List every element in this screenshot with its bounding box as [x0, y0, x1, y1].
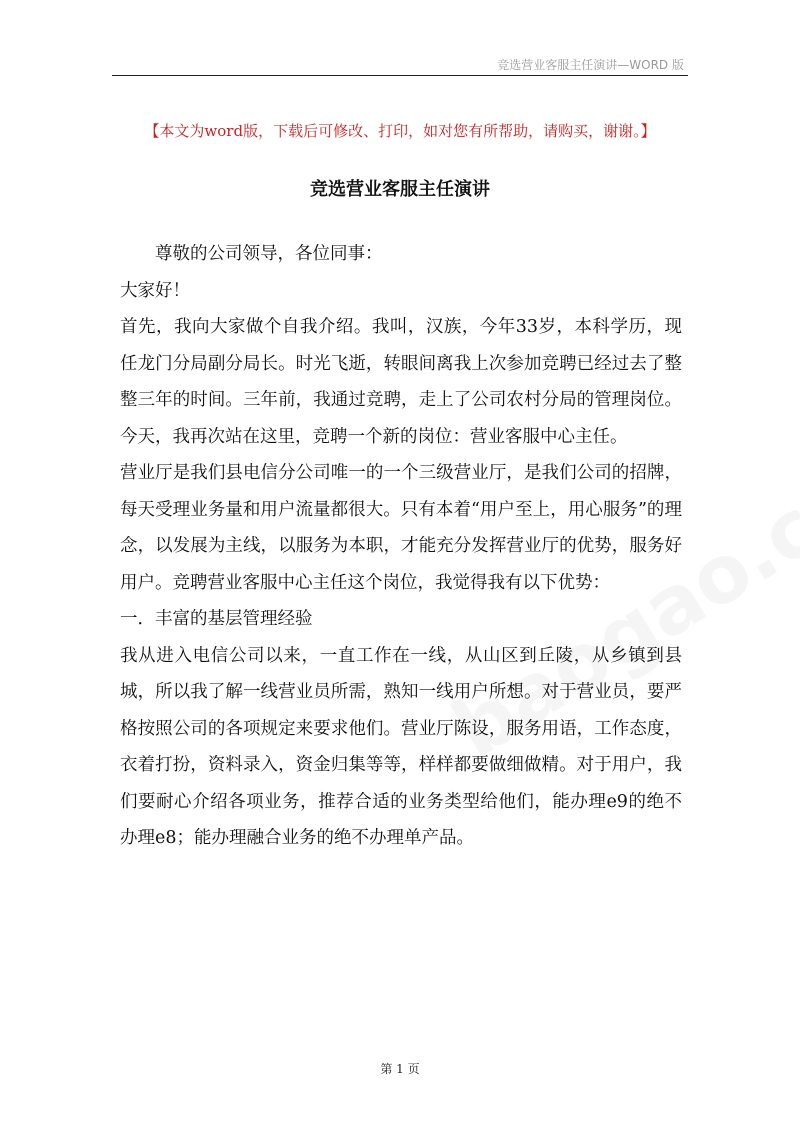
- document-body: [120, 236, 682, 857]
- paragraph-introduction: 首先，我向大家做个自我介绍。我叫，汉族，今年33岁，本科学历，现任龙门分局副分局长。时光飞逝，转眼间离我上次参加竞聘已经过去了整整三年的时间。三年前，我通过竞聘，走上了公司农村分局的管理岗位。今天，我再次站在这里，竞聘一个新的岗位：营业客服中心主任。: [120, 317, 682, 447]
- greeting: 大家好！: [120, 280, 190, 301]
- header-divider: [112, 75, 688, 76]
- paragraph-business-hall: 营业厅是我们县电信分公司唯一的一个三级营业厅，是我们公司的招牌，每天受理业务量和用户流量都很大。只有本着“用户至上，用心服务”的理念，以发展为主线，以服务为本职，才能充分发挥营业厅的优势，服务好用户。竞聘营业客服中心主任这个岗位，我觉得我有以下优势：: [120, 463, 682, 593]
- document-title: 竞选营业客服主任演讲: [310, 179, 490, 200]
- salutation: 尊敬的公司领导，各位同事：: [155, 244, 383, 264]
- page-number: 第 1 页: [380, 1062, 420, 1076]
- section-heading-experience: 一．丰富的基层管理经验: [120, 609, 313, 629]
- download-notice: 【本文为word版，下载后可修改、打印，如对您有所帮助，请购买，谢谢。】: [144, 122, 656, 140]
- running-header: 竞选营业客服主任演讲—WORD 版: [497, 58, 684, 72]
- paragraph-experience: 我从进入电信公司以来，一直工作在一线，从山区到丘陵，从乡镇到县城，所以我了解一线营业员所需，熟知一线用户所想。对于营业员，要严格按照公司的各项规定来要求他们。营业厅陈设，服务用语，工作态度，衣着打扮，资料录入，资金归集等等，样样都要做细做精。对于用户，我们要耐心介绍各项业务，推荐合适的业务类型给他们，能办理e9的绝不办理e8；能办理融合业务的绝不办理单产品。: [120, 645, 682, 848]
